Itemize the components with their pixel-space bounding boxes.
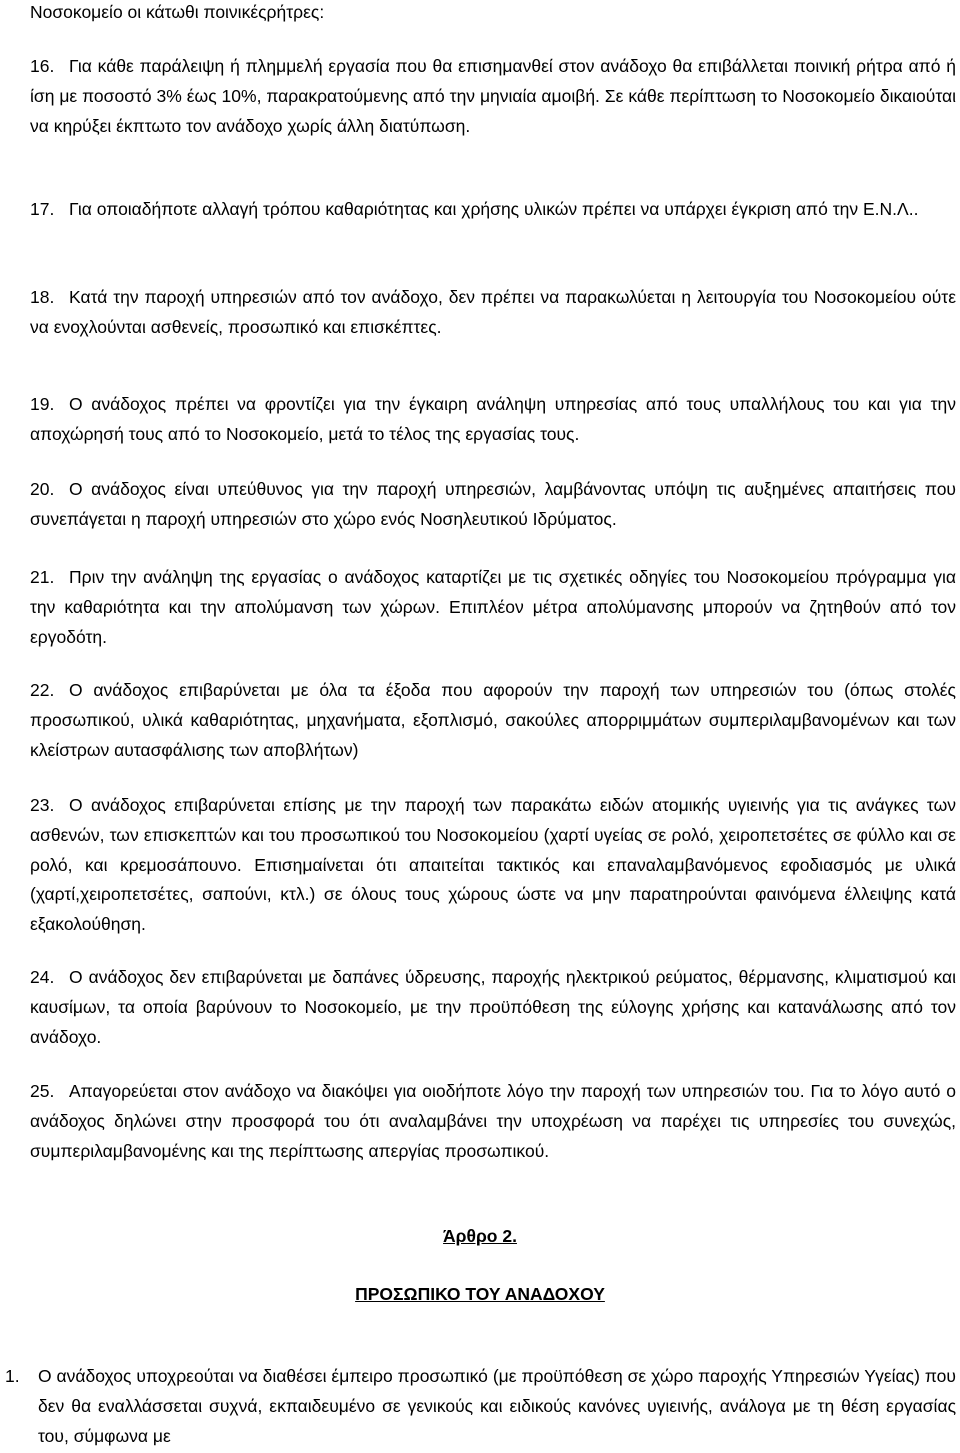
clause-text: Πριν την ανάληψη της εργασίας ο ανάδοχος καταρτίζει με τις σχετικές οδηγίες του Νοσοκομείου πρόγραμμα για την καθαριότητα και την απολύμανση των χώρων. Επιπλέον μέτρα απολύμανσης μπορούν να ζητηθούν από τον εργοδότη. xyxy=(30,567,956,647)
clause-number: 16. xyxy=(30,56,55,76)
clause-21 xyxy=(30,563,956,652)
clause-text: Ο ανάδοχος δεν επιβαρύνεται με δαπάνες ύδρευσης, παροχής ηλεκτρικού ρεύματος, θέρμανσης, κλιματισμού και καυσίμων, τα οποία βαρύνουν το Νοσοκομείο, με την προϋπόθεση της εύλογης χρήσης και κατανάλωσης από τον ανάδοχο. xyxy=(30,967,956,1047)
intro-text: Νοσοκομείο οι κάτωθι ποινικέςρήτρες: xyxy=(30,2,325,22)
clause-text: Απαγορεύεται στον ανάδοχο να διακόψει για οιοδήποτε λόγο την παροχή των υπηρεσιών του. Για το λόγο αυτό ο ανάδοχος δηλώνει στην προσφορά του ότι αναλαμβάνει την υποχρέωση να παρέχει τις υπηρεσίες του συνεχώς, συμπεριλαμβανομένης και της περίπτωσης απεργίας προσωπικού. xyxy=(30,1081,956,1161)
clause-number: 21. xyxy=(30,567,55,587)
clause-25 xyxy=(30,1077,956,1166)
list-text: Ο ανάδοχος υποχρεούται να διαθέσει έμπειρο προσωπικό (με προϋπόθεση σε χώρο παροχής Υπηρεσιών Υγείας) που δεν θα εναλλάσσεται συχνά, εκπαιδευμένο σε γενικούς και ειδικούς κανόνες υγιεινής, ανάλογα με τη θέση εργασίας του, σύμφωνα με xyxy=(38,1366,956,1446)
clause-23 xyxy=(30,791,956,940)
clause-17 xyxy=(30,195,956,225)
clause-text: Κατά την παροχή υπηρεσιών από τον ανάδοχο, δεν πρέπει να παρακωλύεται η λειτουργία του Νοσοκομείου ούτε να ενοχλούνται ασθενείς, προσωπικό και επισκέπτες. xyxy=(30,287,956,337)
clause-number: 25. xyxy=(30,1081,55,1101)
clause-number: 23. xyxy=(30,795,55,815)
clause-text: Ο ανάδοχος είναι υπεύθυνος για την παροχή υπηρεσιών, λαμβάνοντας υπόψη τις αυξημένες απαιτήσεις που συνεπάγεται η παροχή υπηρεσιών στο χώρο ενός Νοσηλευτικού Ιδρύματος. xyxy=(30,479,956,529)
clause-number: 24. xyxy=(30,967,55,987)
clause-18 xyxy=(30,283,956,343)
clause-number: 17. xyxy=(30,199,55,219)
clause-text: Ο ανάδοχος πρέπει να φροντίζει για την έγκαιρη ανάληψη υπηρεσίας από τους υπαλλήλους του και για την αποχώρησή τους από το Νοσοκομείο, μετά το τέλος της εργασίας τους. xyxy=(30,394,956,444)
list-number: 1. xyxy=(5,1366,20,1386)
clause-19 xyxy=(30,390,956,450)
clause-text: Για κάθε παράλειψη ή πλημμελή εργασία που θα επισημανθεί στον ανάδοχο θα επιβάλλεται ποινική ρήτρα από ή ίση με ποσοστό 3% έως 10%, παρακρατούμενης από την μηνιαία αμοιβή. Σε κάθε περίπτωση το Νοσοκομείο δικαιούται να κηρύξει έκπτωτο τον ανάδοχο χωρίς άλλη διατύπωση. xyxy=(30,56,956,136)
clause-24 xyxy=(30,963,956,1052)
clause-number: 18. xyxy=(30,287,55,307)
clause-20 xyxy=(30,475,956,535)
clause-number: 22. xyxy=(30,680,55,700)
list-item-1 xyxy=(5,1362,956,1451)
clause-text: Για οποιαδήποτε αλλαγή τρόπου καθαριότητας και χρήσης υλικών πρέπει να υπάρχει έγκριση από την Ε.Ν.Λ.. xyxy=(69,199,919,219)
article-title: Άρθρο 2. xyxy=(443,1226,517,1246)
clause-22 xyxy=(30,676,956,765)
clause-text: Ο ανάδοχος επιβαρύνεται με όλα τα έξοδα που αφορούν την παροχή των υπηρεσιών του (όπως στολές προσωπικού, υλικά καθαριότητας, μηχανήματα, εξοπλισμό, σακούλες απορριμμάτων συμπεριλαμβανομένων και των κλείστρων αυτασφάλισης των αποβλήτων) xyxy=(30,680,956,760)
clause-16 xyxy=(30,52,956,141)
section-title: ΠΡΟΣΩΠΙΚΟ ΤΟΥ ΑΝΑΔΟΧΟΥ xyxy=(355,1284,605,1304)
clause-text: Ο ανάδοχος επιβαρύνεται επίσης με την παροχή των παρακάτω ειδών ατομικής υγιεινής για τις ανάγκες των ασθενών, των επισκεπτών και του προσωπικού του Νοσοκομείου (χαρτί υγείας σε ρολό, χειροπετσέτες σε φύλλο και σε ρολό, και κρεμοσάπουνο. Επισημαίνεται ότι απαιτείται τακτικός και επαναλαμβανόμενος εφοδιασμός με υλικά (χαρτί,χειροπετσέτες, σαπούνι, κτλ.) σε όλους τους χώρους ώστε να μην παρατηρούνται φαινόμενα έλλειψης κατά εξακολούθηση. xyxy=(30,795,956,935)
clause-number: 19. xyxy=(30,394,55,414)
clause-number: 20. xyxy=(30,479,55,499)
